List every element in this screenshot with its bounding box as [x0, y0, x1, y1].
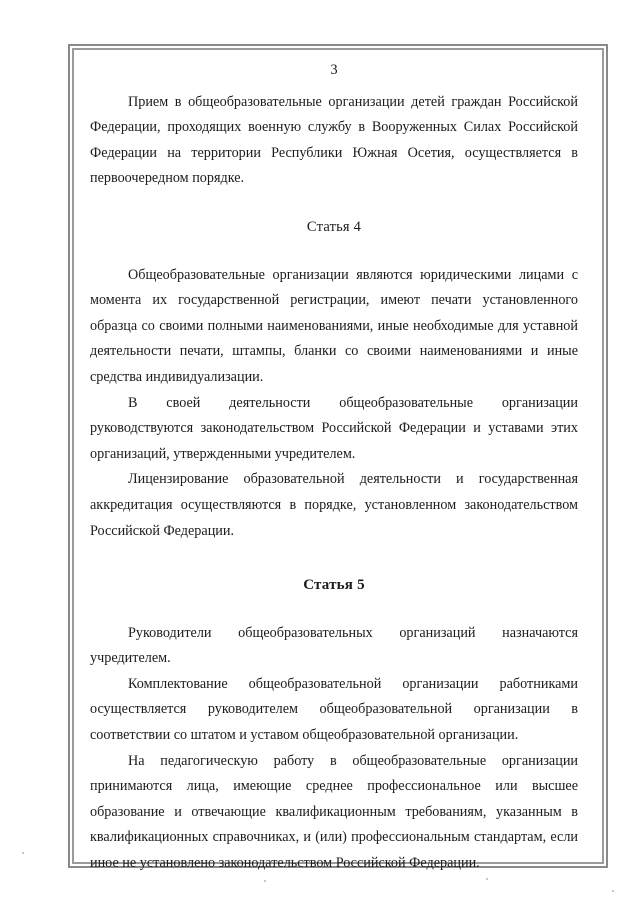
scan-speck	[612, 890, 614, 892]
article-4-paragraph-1: Общеобразовательные организации являются юридическими лицами с момента их государственной регистрации, имеют печати установленного образца со своими полными наименованиями, иные необходимые для уставной деятельности печати, штампы, бланки со своими наименованиями и иные средства индивидуализации.	[90, 266, 578, 385]
article-5-paragraph-1: Руководители общеобразовательных организаций назначаются учредителем.	[90, 624, 578, 667]
page-number: 3	[330, 62, 338, 78]
article-4-paragraph-2: В своей деятельности общеобразовательные организации руководствуются законодательством Российской Федерации и уставами этих организаций, утвержденными учредителем.	[90, 394, 578, 462]
paragraph-intro: Прием в общеобразовательные организации детей граждан Российской Федерации, проходящих военную службу в Вооруженных Силах Российской Федерации на территории Республики Южная Осетия, осуществляется в первоочередном порядке.	[90, 93, 578, 187]
article-4-heading: Статья 4	[306, 218, 362, 235]
article-4-paragraph-3: Лицензирование образовательной деятельности и государственная аккредитация осуществляются в порядке, установленном законодательством Российской Федерации.	[90, 471, 578, 539]
scan-speck	[486, 878, 488, 880]
article-5-paragraph-3: На педагогическую работу в общеобразовательные организации принимаются лица, имеющие среднее профессиональное или высшее образование и отвечающие квалификационным требованиям, указанным в квалификационных справочниках, и (или) профессиональным стандартам, если иное не установлено законодательством Российской Федерации.	[90, 752, 578, 872]
article-5-heading: Статья 5	[303, 577, 365, 594]
document-body	[90, 58, 578, 877]
article-5-paragraph-2: Комплектование общеобразовательной организации работниками осуществляется руководителем общеобразовательной организации в соответствии со штатом и уставом общеобразовательной организации.	[90, 675, 578, 744]
scan-speck	[264, 880, 266, 882]
scan-speck	[22, 852, 24, 854]
